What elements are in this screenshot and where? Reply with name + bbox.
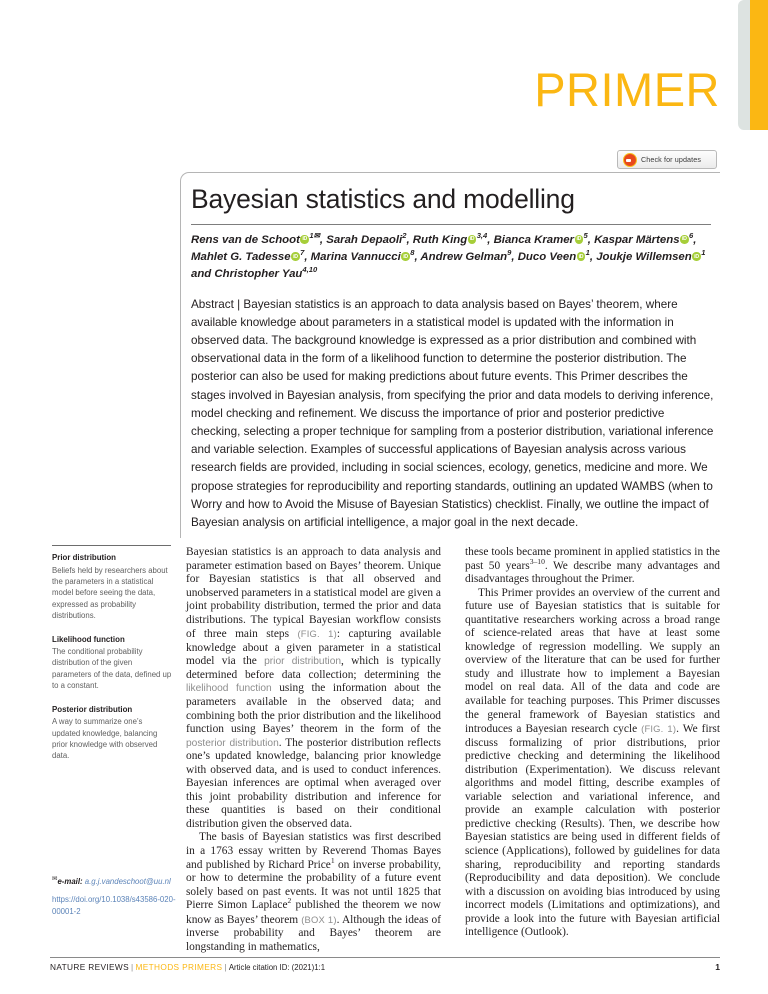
- orcid-icon[interactable]: [577, 252, 586, 261]
- body-paragraph: Bayesian statistics is an approach to data analysis and parameter estimation based on Bayes’ theorem. Unique for Bayesian statistics is that all observed and unobserved parameters in a statistical model are given a joint probability distribution, termed the prior and data distributions. The typical Bayesian workflow consists of three main steps (FIG. 1): capturing available knowledge about a given parameter in a statistical model via the prior distribution, which is typically determined before data collection; determining the likelihood function using the information about the parameters available in the observed data; and combining both the prior distribution and the likelihood function using Bayes’ theorem in the form of the posterior distribution. The posterior distribution reflects one’s updated knowledge, balancing prior knowledge with observed data, and is used to conduct inferences. Bayesian inferences are optimal when averaged over this joint probability distribution and inference for these quantities is based on their conditional distribution given the observed data.: [186, 546, 442, 830]
- body-paragraph: This Primer provides an overview of the current and future use of Bayesian statistics that is suitable for quantitative researchers working across a broad range of science-related areas that have at least some knowledge of regression modelling. We supply an overview of the literature that can be used for further study and illustrate how to implement a Bayesian model on real data. All of the data and code are available for teaching purposes. This Primer discusses the general framework of Bayesian statistics and introduces a Bayesian research cycle (FIG. 1). We first discuss formalizing of prior distributions, prior predictive checking and determining the likelihood distribution (Experimentation). We discuss relevant algorithms and model fitting, describe examples of variable selection and variational inference, and provide an example calculation with posterior predictive checking (Results). Then, we describe how Bayesian statistics are being used in different fields of science (Applications), followed by guidelines for data sharing, reproducibility and reporting standards (Reproducibility and data deposition). We conclude with a discussion on avoiding bias introduced by using incorrect models (Limitations and optimizations), and provide a look into the future with Bayesian artificial intelligence (Outlook).: [465, 586, 720, 939]
- orcid-icon[interactable]: [468, 235, 477, 244]
- body-paragraph: The basis of Bayesian statistics was first described in a 1763 essay written by Reverend Thomas Bayes and published by Richard Price$^1$ on inverse probability, or how to determine the probability of a future event solely based on past events. It was not until 1825 that Pierre Simon Laplace$^2$ published the theorem we now know as Bayes’ theorem (BOX 1). Although the ideas of inverse probability and Bayes’ theorem are longstanding in mathematics,: [186, 831, 442, 953]
- orcid-icon[interactable]: [300, 235, 309, 244]
- footer-separator-1: |: [130, 962, 134, 972]
- title-divider: [191, 224, 711, 225]
- page-accent-bar: [738, 0, 768, 130]
- body-column-right: [465, 546, 720, 954]
- body-paragraph: these tools became prominent in applied statistics in the past 50 years$^{3-10}$. We describe many advantages and disadvantages throughout the Primer.: [465, 546, 720, 586]
- email-address[interactable]: a.g.j.vandeschoot@uu.nl: [84, 877, 171, 886]
- doi-link[interactable]: https://doi.org/10.1038/s43586-020-00001-2: [52, 895, 176, 916]
- glossary-entry: [52, 552, 172, 622]
- corresponding-email: [52, 876, 177, 887]
- glossary-definition: Beliefs held by researchers about the parameters in a statistical model before seeing the data, expressed as probability distributions.: [52, 565, 168, 621]
- orcid-icon[interactable]: [575, 235, 584, 244]
- glossary-term: Likelihood function: [52, 634, 125, 644]
- abstract-text: [191, 296, 716, 539]
- glossary-term: Posterior distribution: [52, 704, 133, 714]
- figure-cross-reference[interactable]: (FIG. 1): [297, 628, 337, 640]
- page-footer: [50, 957, 720, 972]
- section-label-primer: PRIMER: [534, 63, 720, 116]
- accent-bar-grey: [738, 0, 750, 130]
- abstract-panel: [180, 172, 720, 538]
- author-list: Rens van de Schoot iD $^{1✉}$, Sarah Depaoli$^2$, Ruth King iD $^{3,4}$, Bianca Kramer iD $^5$, Kaspar Märtens iD $^6$, Mahlet G. Tadesse iD $^7$, Marina Vannucci iD $^8$, Andrew Gelman$^9$, Duco VeeniD $^1$, Joukje Willemsen iD $^1$ and Christopher Yau$^{4,10}$: [191, 232, 718, 284]
- figure-cross-reference[interactable]: (FIG. 1): [641, 723, 677, 735]
- article-body: [186, 546, 720, 954]
- footer-citation: [50, 962, 325, 972]
- check-for-updates-badge[interactable]: [617, 150, 717, 169]
- page-number: 1: [715, 962, 720, 972]
- orcid-icon[interactable]: [291, 252, 300, 261]
- contact-block: [52, 876, 177, 917]
- orcid-icon[interactable]: [401, 252, 410, 261]
- citation-reference[interactable]: 3–10: [529, 556, 545, 566]
- glossary-sidebar: [52, 545, 172, 774]
- glossary-term: Prior distribution: [52, 553, 116, 562]
- orcid-icon[interactable]: [692, 252, 701, 261]
- glossary-cross-reference[interactable]: posterior distribution: [186, 737, 279, 749]
- accent-bar-orange: [750, 0, 768, 130]
- body-column-left: [186, 546, 441, 954]
- footer-journal: NATURE REVIEWS: [50, 962, 129, 972]
- glossary-entry: [52, 634, 172, 692]
- citation-reference[interactable]: 1: [330, 855, 335, 865]
- envelope-icon: ✉: [52, 875, 58, 883]
- glossary-entry: [52, 704, 172, 762]
- check-for-updates-label: Check for updates: [641, 155, 702, 164]
- glossary-cross-reference[interactable]: likelihood function: [186, 683, 272, 695]
- footer-series: METHODS PRIMERS: [135, 962, 223, 972]
- page-title: Bayesian statistics and modelling: [191, 184, 575, 214]
- email-label: e-mail:: [57, 877, 83, 886]
- figure-cross-reference[interactable]: (BOX 1): [301, 913, 337, 925]
- glossary-divider: [52, 545, 171, 546]
- glossary-definition: The conditional probability distribution of the given parameters of the data, defined up to a constant.: [52, 647, 172, 691]
- abstract-body: Bayesian statistics is an approach to data analysis based on Bayes’ theorem, where available knowledge about parameters in a statistical model is updated with the information in observed data. The background knowledge is expressed as a prior distribution and combined with observational data in the form of a likelihood function to determine the posterior distribution. The posterior can also be used for making predictions about future events. This Primer describes the stages involved in Bayesian analysis, from specifying the prior and data models to deriving inference, model checking and refinement. We discuss the importance of prior and posterior predictive checking, selecting a proper technique for sampling from a posterior distribution, variational inference and variable selection. Examples of successful applications of Bayesian analysis across various research fields are provided, including in social sciences, ecology, genetics, medicine and more. We propose strategies for reproducibility and reporting standards, outlining an updated WAMBS (when to Worry and how to Avoid the Misuse of Bayesian Statistics) checklist. Finally, we outline the impact of Bayesian analysis on artificial intelligence, a major goal in the next decade.: [191, 297, 714, 530]
- footer-separator-2: |: [224, 962, 227, 972]
- glossary-cross-reference[interactable]: prior distribution: [264, 656, 342, 668]
- envelope-icon: ✉: [313, 231, 320, 241]
- glossary-definition: A way to summarize one’s updated knowledge, balancing prior knowledge with observed data.: [52, 717, 158, 761]
- crossmark-icon: [623, 153, 637, 167]
- glossary-entry-list: [52, 552, 172, 762]
- footer-article-citation-id: Article citation ID: (2021)1:1: [228, 963, 326, 972]
- orcid-icon[interactable]: [680, 235, 689, 244]
- citation-reference[interactable]: 2: [287, 896, 292, 906]
- abstract-label: Abstract |: [191, 297, 244, 311]
